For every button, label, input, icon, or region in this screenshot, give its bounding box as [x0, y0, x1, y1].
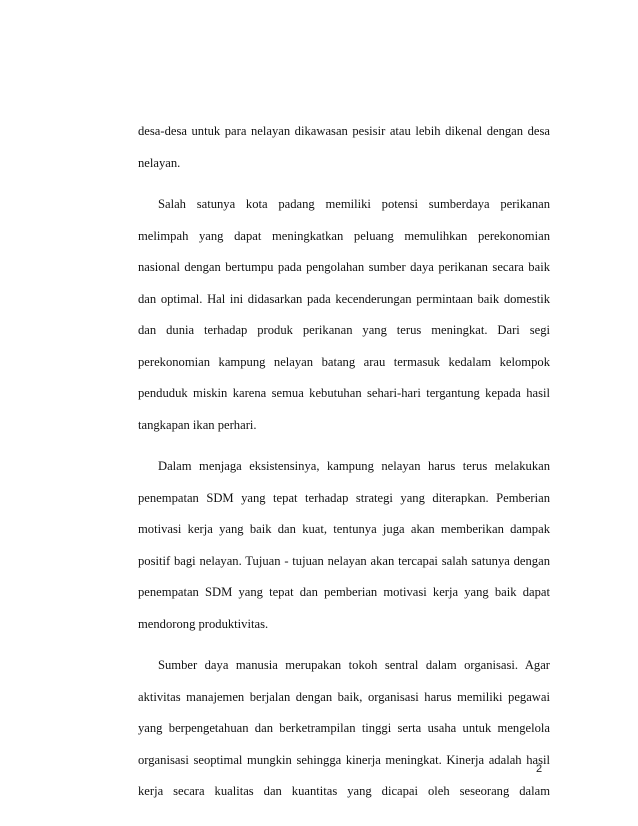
paragraph-penempatan-sdm: Dalam menjaga eksistensinya, kampung nelayan harus terus melakukan penempatan SDM yang tepat terhadap strategi yang diterapkan. Pemberian motivasi kerja yang baik dan kuat, tentunya juga akan memberikan dampak positif bagi nelayan. Tujuan - tujuan nelayan akan tercapai salah satunya dengan penempatan SDM yang tepat dan pemberian motivasi kerja yang baik dapat mendorong produktivitas. — [138, 459, 550, 631]
body-text — [138, 116, 550, 818]
paragraph-sumber-daya-manusia: Sumber daya manusia merupakan tokoh sentral dalam organisasi. Agar aktivitas manajemen berjalan dengan baik, organisasi harus memiliki pegawai yang berpengetahuan dan berketrampilan tinggi serta usaha untuk mengelola organisasi seoptimal mungkin sehingga kinerja meningkat. Kinerja adalah hasil kerja secara kualitas dan kuantitas yang dicapai oleh seseorang dalam — [138, 658, 550, 798]
paragraph-continuation: desa-desa untuk para nelayan dikawasan pesisir atau lebih dikenal dengan desa nelayan. — [138, 124, 550, 170]
paragraph-potensi-perikanan: Salah satunya kota padang memiliki potensi sumberdaya perikanan melimpah yang dapat meningkatkan peluang memulihkan perekonomian nasional dengan bertumpu pada pengolahan sumber daya perikanan secara baik dan optimal. Hal ini didasarkan pada kecenderungan permintaan baik domestik dan dunia terhadap produk perikanan yang terus meningkat. Dari segi perekonomian kampung nelayan batang arau termasuk kedalam kelompok penduduk miskin karena semua kebutuhan sehari-hari tergantung kepada hasil tangkapan ikan perhari. — [138, 197, 550, 432]
page-number: 2 — [536, 763, 543, 775]
